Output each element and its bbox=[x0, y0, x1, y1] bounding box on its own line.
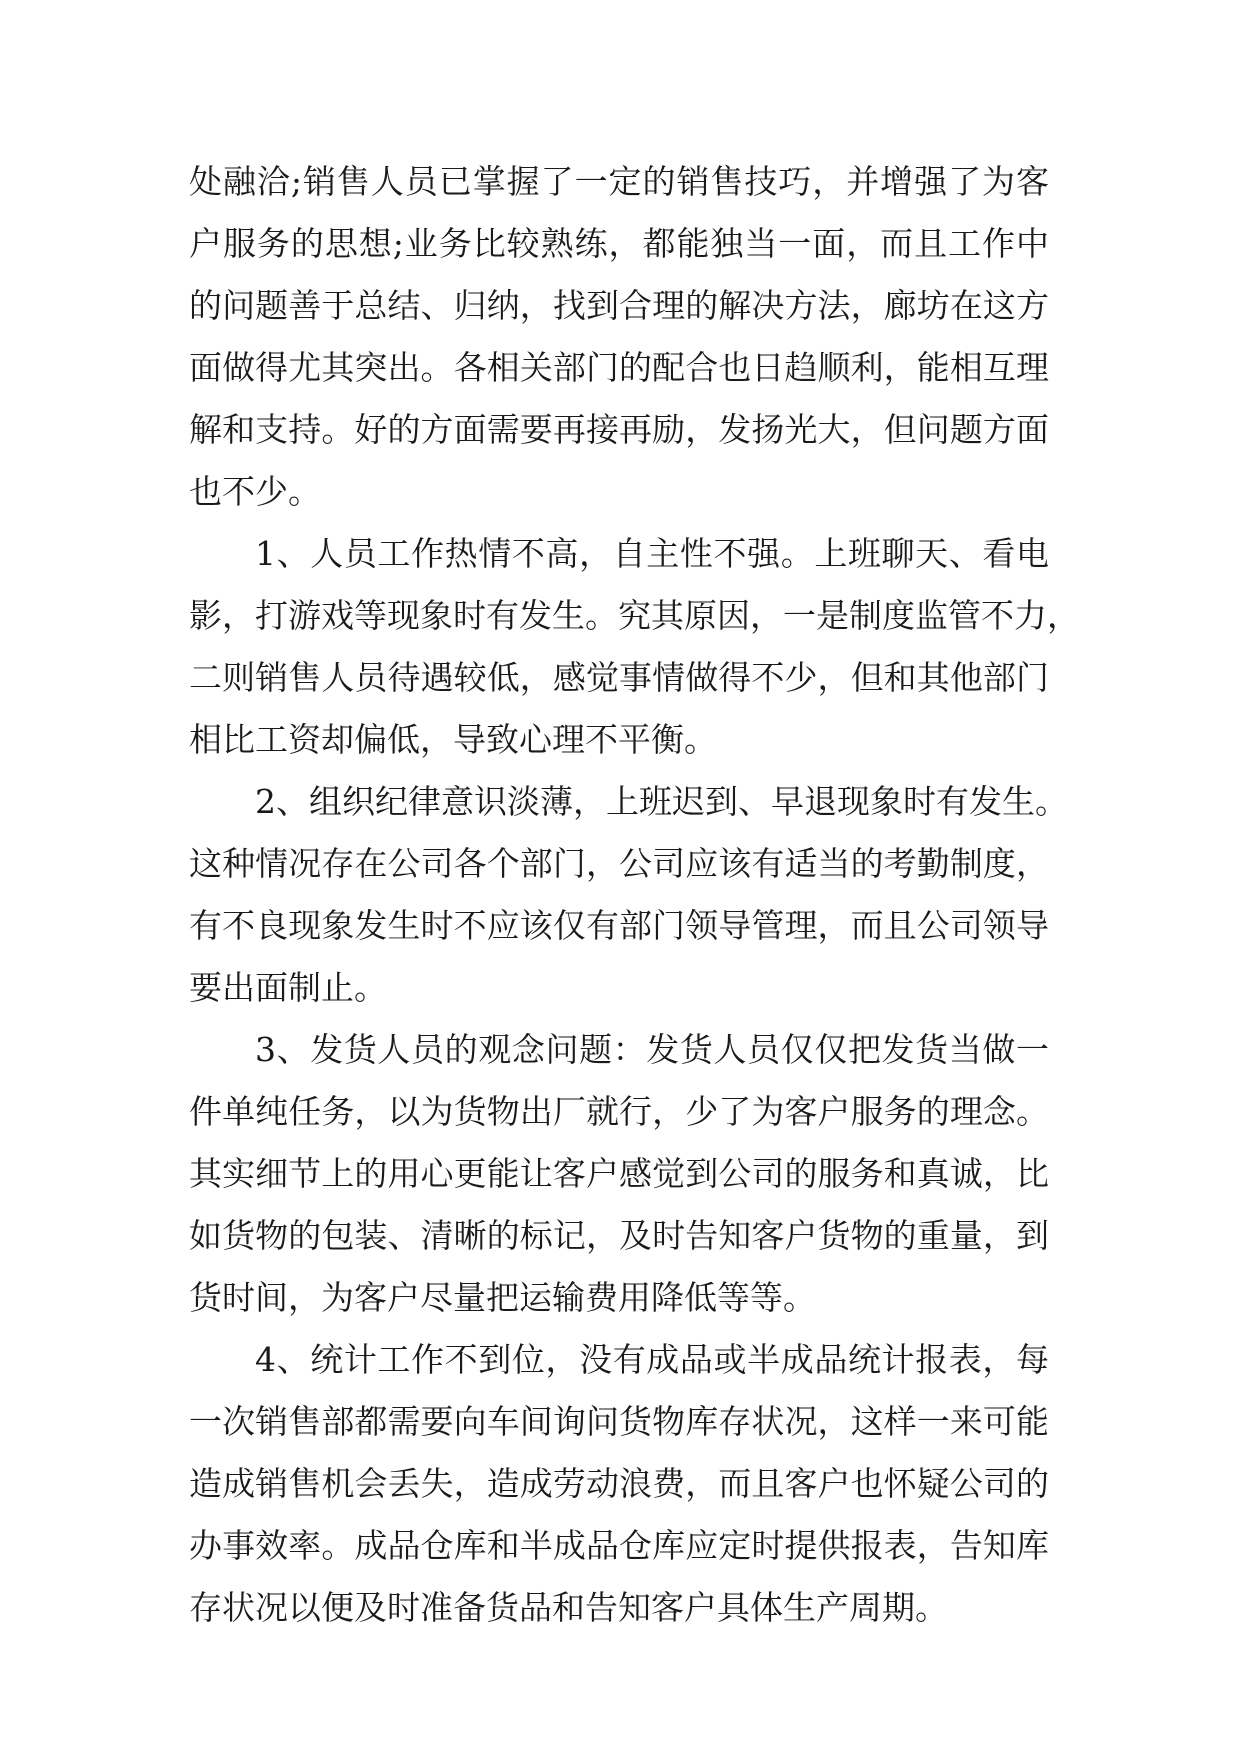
text-line: 件单纯任务，以为货物出厂就行，少了为客户服务的理念。 bbox=[189, 1092, 1049, 1131]
text-line: 其实细节上的用心更能让客户感觉到公司的服务和真诚，比 bbox=[189, 1154, 1049, 1193]
text-line: 解和支持。好的方面需要再接再励，发扬光大，但问题方面 bbox=[189, 410, 1049, 449]
text-line: 面做得尤其突出。各相关部门的配合也日趋顺利，能相互理 bbox=[189, 348, 1049, 387]
text-line: 办事效率。成品仓库和半成品仓库应定时提供报表，告知库 bbox=[189, 1526, 1049, 1565]
text-line: 有不良现象发生时不应该仅有部门领导管理，而且公司领导 bbox=[189, 906, 1049, 945]
text-line: 这种情况存在公司各个部门，公司应该有适当的考勤制度， bbox=[189, 844, 1049, 883]
paragraph-first-line: 2、组织纪律意识淡薄，上班迟到、早退现象时有发生。 bbox=[255, 782, 1068, 821]
text-line: 相比工资却偏低，导致心理不平衡。 bbox=[189, 720, 717, 759]
text-line: 影，打游戏等现象时有发生。究其原因，一是制度监管不力， bbox=[189, 596, 1080, 635]
text-line: 存状况以便及时准备货品和告知客户具体生产周期。 bbox=[189, 1588, 948, 1627]
text-line: 要出面制止。 bbox=[189, 968, 387, 1007]
text-line: 户服务的思想;业务比较熟练，都能独当一面，而且工作中 bbox=[189, 224, 1049, 263]
paragraph-first-line: 4、统计工作不到位，没有成品或半成品统计报表，每 bbox=[255, 1340, 1049, 1379]
text-line: 的问题善于总结、归纳，找到合理的解决方法，廊坊在这方 bbox=[189, 286, 1049, 325]
text-line: 二则销售人员待遇较低，感觉事情做得不少，但和其他部门 bbox=[189, 658, 1049, 697]
text-line: 也不少。 bbox=[189, 472, 321, 511]
paragraph-first-line: 3、发货人员的观念问题：发货人员仅仅把发货当做一 bbox=[255, 1030, 1049, 1069]
text-line: 货时间，为客户尽量把运输费用降低等等。 bbox=[189, 1278, 816, 1317]
text-line: 如货物的包装、清晰的标记，及时告知客户货物的重量，到 bbox=[189, 1216, 1049, 1255]
text-line: 一次销售部都需要向车间询问货物库存状况，这样一来可能 bbox=[189, 1402, 1049, 1441]
text-line: 造成销售机会丢失，造成劳动浪费，而且客户也怀疑公司的 bbox=[189, 1464, 1049, 1503]
paragraph-first-line: 1、人员工作热情不高，自主性不强。上班聊天、看电 bbox=[255, 534, 1049, 573]
text-line: 处融洽;销售人员已掌握了一定的销售技巧，并增强了为客 bbox=[189, 162, 1049, 201]
